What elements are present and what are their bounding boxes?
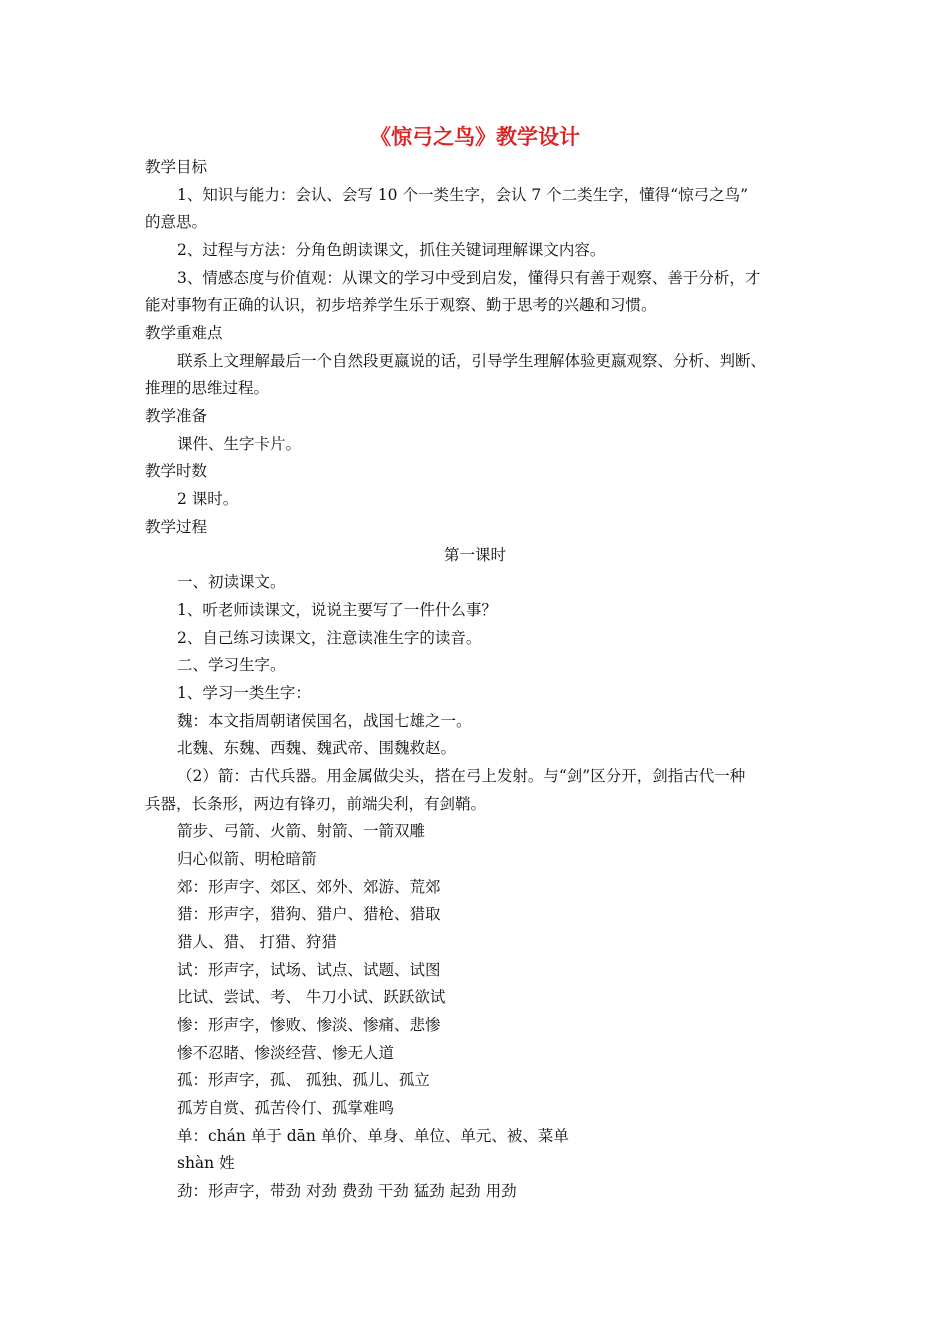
paragraph-continuation: 推理的思维过程。	[145, 379, 270, 397]
paragraph-line: 1、听老师读课文，说说主要写了一件什么事？	[177, 601, 497, 619]
paragraph-continuation: 的意思。	[145, 213, 208, 231]
section-heading: 教学过程	[145, 518, 208, 536]
paragraph-line: 2 课时。	[177, 490, 239, 508]
paragraph-line: 单：chán 单于 dān 单价、单身、单位、单元、被、菜单	[177, 1127, 569, 1145]
paragraph-line: 归心似箭、明枪暗箭	[177, 850, 317, 868]
paragraph-line: 二、学习生字。	[177, 656, 286, 674]
paragraph-line: 猎：形声字，猎狗、猎户、猎枪、猎取	[177, 905, 441, 923]
section-heading: 教学时数	[145, 462, 208, 480]
paragraph-line: 惨不忍睹、惨淡经营、惨无人道	[177, 1044, 395, 1062]
paragraph-line: 猎人、猎、 打猎、狩猎	[177, 933, 337, 951]
paragraph-line: 2、自己练习读课文，注意读准生字的读音。	[177, 629, 482, 647]
section-heading: 教学重难点	[145, 324, 223, 342]
paragraph-line: 惨：形声字，惨败、惨淡、惨痛、悲惨	[177, 1016, 441, 1034]
document-title: 《惊弓之鸟》教学设计	[370, 125, 580, 149]
paragraph-continuation: 兵器，长条形，两边有锋刃，前端尖利，有剑鞘。	[145, 795, 487, 813]
lesson-heading: 第一课时	[443, 546, 506, 564]
paragraph-line: 北魏、东魏、西魏、魏武帝、围魏救赵。	[177, 739, 457, 757]
paragraph-line: 孤芳自赏、孤苦伶仃、孤掌难鸣	[177, 1099, 395, 1117]
paragraph-line: 箭步、弓箭、火箭、射箭、一箭双雕	[177, 822, 426, 840]
paragraph-line: （2）箭：古代兵器。用金属做尖头，搭在弓上发射。与“剑”区分开，剑指古代一种	[177, 767, 746, 785]
paragraph-line: 郊：形声字、郊区、郊外、郊游、荒郊	[177, 878, 441, 896]
paragraph-line: 孤：形声字，孤、 孤独、孤儿、孤立	[177, 1071, 430, 1089]
section-heading: 教学目标	[145, 158, 208, 176]
paragraph-line: 魏：本文指周朝诸侯国名，战国七雄之一。	[177, 712, 472, 730]
section-heading: 教学准备	[145, 407, 208, 425]
paragraph-line: shàn 姓	[177, 1154, 235, 1172]
paragraph-line: 比试、尝试、考、 牛刀小试、跃跃欲试	[177, 988, 446, 1006]
paragraph-line: 2、过程与方法：分角色朗读课文，抓住关键词理解课文内容。	[177, 241, 606, 259]
paragraph-line: 1、知识与能力：会认、会写 10 个一类生字，会认 7 个二类生字，懂得“惊弓之鸟”	[177, 186, 749, 204]
paragraph-line: 联系上文理解最后一个自然段更嬴说的话，引导学生理解体验更嬴观察、分析、判断、	[177, 352, 767, 370]
paragraph-line: 3、情感态度与价值观：从课文的学习中受到启发，懂得只有善于观察、善于分析，才	[177, 269, 761, 287]
paragraph-line: 劲：形声字，带劲 对劲 费劲 干劲 猛劲 起劲 用劲	[177, 1182, 517, 1200]
paragraph-line: 一、初读课文。	[177, 573, 286, 591]
paragraph-line: 试：形声字，试场、试点、试题、试图	[177, 961, 441, 979]
paragraph-line: 课件、生字卡片。	[177, 435, 302, 453]
paragraph-line: 1、学习一类生字：	[177, 684, 311, 702]
paragraph-continuation: 能对事物有正确的认识，初步培养学生乐于观察、勤于思考的兴趣和习惯。	[145, 296, 657, 314]
